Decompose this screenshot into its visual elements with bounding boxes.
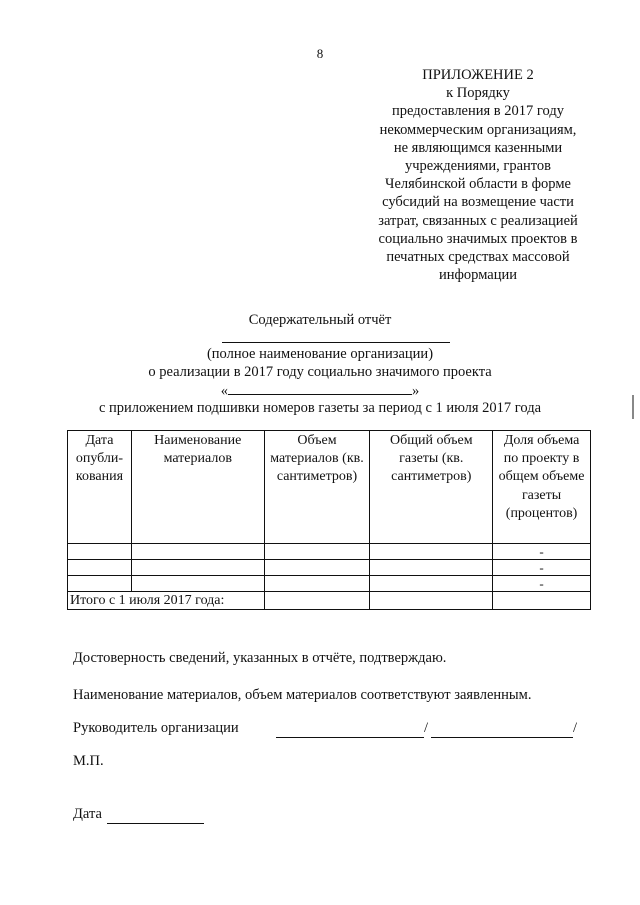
org-name-blank-line[interactable] bbox=[222, 342, 450, 343]
table-row bbox=[68, 544, 591, 560]
table-row bbox=[68, 576, 591, 592]
table-cell[interactable] bbox=[370, 544, 493, 560]
period-line: с приложением подшивки номеров газеты за период с 1 июля 2017 года bbox=[98, 400, 542, 416]
appendix-line: печатных средствах массовой bbox=[386, 249, 570, 266]
table-cell[interactable] bbox=[68, 576, 132, 592]
report-table bbox=[67, 430, 591, 610]
table-row bbox=[68, 560, 591, 576]
signature-separator: / bbox=[573, 720, 578, 736]
appendix-line: затрат, связанных с реализацией bbox=[378, 212, 578, 229]
date-label: Дата bbox=[73, 806, 102, 822]
appendix-block bbox=[358, 66, 598, 284]
match-statement: Наименование материалов, объем материалов соответствуют заявленным. bbox=[73, 687, 532, 703]
name-line[interactable] bbox=[431, 725, 573, 738]
appendix-line: социально значимых проектов в bbox=[378, 230, 578, 247]
org-caption: (полное наименование организации) bbox=[206, 346, 434, 362]
table-header-row bbox=[68, 431, 591, 544]
table-cell[interactable] bbox=[370, 576, 493, 592]
total-label: Итого с 1 июля 2017 года: bbox=[68, 592, 265, 610]
table-cell[interactable] bbox=[68, 544, 132, 560]
appendix-line: информации bbox=[439, 267, 517, 284]
quote-close: » bbox=[412, 383, 420, 399]
project-name-row bbox=[0, 382, 640, 400]
table-cell[interactable]: - bbox=[493, 544, 591, 560]
table-cell[interactable] bbox=[68, 560, 132, 576]
appendix-line: Челябинской области в форме bbox=[385, 176, 571, 193]
total-cell[interactable] bbox=[493, 592, 591, 610]
confirm-statement: Достоверность сведений, указанных в отчёте, подтверждаю. bbox=[73, 650, 447, 666]
appendix-line: учреждениями, грантов bbox=[404, 158, 552, 175]
header-total-volume: Общий объем газеты (кв. сантиметров) bbox=[370, 431, 493, 544]
appendix-line: предоставления в 2017 году bbox=[392, 103, 564, 120]
appendix-title: ПРИЛОЖЕНИЕ 2 bbox=[422, 67, 534, 83]
head-label: Руководитель организации bbox=[73, 720, 239, 736]
table-cell[interactable] bbox=[264, 560, 370, 576]
table-cell[interactable] bbox=[131, 560, 264, 576]
table-cell[interactable] bbox=[264, 576, 370, 592]
total-cell[interactable] bbox=[264, 592, 370, 610]
date-line[interactable] bbox=[107, 811, 204, 824]
table-cell[interactable]: - bbox=[493, 576, 591, 592]
table-cell[interactable]: - bbox=[493, 560, 591, 576]
total-cell[interactable] bbox=[370, 592, 493, 610]
header-materials-volume: Объем материалов (кв. сантиметров) bbox=[264, 431, 370, 544]
table-total-row bbox=[68, 592, 591, 610]
signature-line[interactable] bbox=[276, 725, 424, 738]
appendix-line: не являющимся казенными bbox=[393, 139, 563, 156]
table-cell[interactable] bbox=[370, 560, 493, 576]
report-title: Содержательный отчёт bbox=[248, 312, 392, 328]
header-share: Доля объема по проекту в общем объеме газеты (процентов) bbox=[493, 431, 591, 544]
quote-open: « bbox=[220, 383, 228, 399]
page-number: 8 bbox=[316, 46, 324, 61]
appendix-line: к Порядку bbox=[446, 85, 510, 102]
appendix-line: некоммерческим организациям, bbox=[379, 121, 577, 138]
header-materials-name: Наименование материалов bbox=[131, 431, 264, 544]
header-date: Дата опубли-кования bbox=[68, 431, 132, 544]
stamp-place: М.П. bbox=[73, 753, 104, 769]
table-cell[interactable] bbox=[264, 544, 370, 560]
project-line: о реализации в 2017 году социально значимого проекта bbox=[148, 364, 492, 380]
signature-separator: / bbox=[424, 720, 429, 736]
table-cell[interactable] bbox=[131, 576, 264, 592]
appendix-line: субсидий на возмещение части bbox=[382, 194, 574, 211]
project-name-blank[interactable] bbox=[228, 382, 412, 395]
scan-edge-mark bbox=[632, 395, 634, 419]
table-cell[interactable] bbox=[131, 544, 264, 560]
